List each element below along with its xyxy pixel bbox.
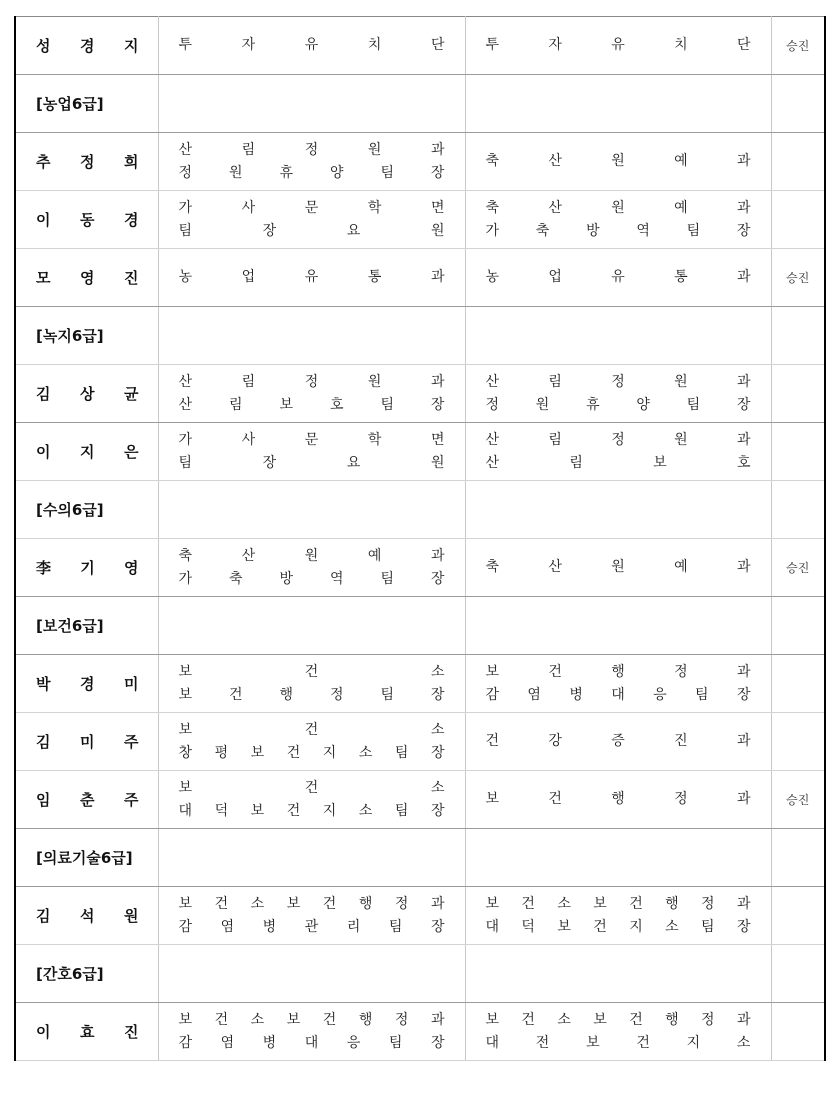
empty-cell [771,307,825,365]
person-row [15,539,825,597]
post-line: 팀 장 요 원 [178,222,445,239]
header-to-text: 투 자 유 치 단 [485,37,751,53]
category-cell [15,597,158,655]
empty-cell [465,945,771,1003]
previous-post-cell [158,423,465,481]
name-cell [15,365,158,423]
previous-post [159,719,465,765]
note-badge [771,423,825,481]
new-post [466,730,771,753]
empty-cell [771,945,825,1003]
empty-cell [771,481,825,539]
post-line: 창 평 보 건 지 소 팀 장 [178,744,445,761]
category-label: [수의6급] [36,501,104,519]
post-line: 산 림 정 원 과 [178,141,445,158]
post-line: 정 원 휴 양 팀 장 [178,164,445,181]
post-line: 축 산 원 예 과 [485,199,751,216]
previous-post [159,545,465,591]
empty-cell [465,75,771,133]
header-from-text: 투 자 유 치 단 [178,37,445,53]
post-line: 대 덕 보 건 지 소 팀 장 [485,918,751,935]
name-cell [15,539,158,597]
note-badge: 승진 [771,249,825,307]
name-cell [15,1003,158,1061]
post-line: 보 건 소 보 건 행 정 과 [485,1011,751,1028]
person-name: 모 영 진 [36,269,139,287]
person-row [15,133,825,191]
post-line: 가 사 문 학 면 [178,431,445,448]
person-row [15,1003,825,1061]
person-name: 김 석 원 [36,907,139,925]
post-line: 건 강 증 진 과 [485,733,751,749]
note-badge [771,887,825,945]
previous-post-cell [158,249,465,307]
person-row [15,365,825,423]
previous-post-cell [158,1003,465,1061]
name-cell [15,655,158,713]
previous-post [159,1009,465,1055]
new-post [466,266,771,289]
note-badge [771,713,825,771]
category-cell [15,829,158,887]
person-name: 이 지 은 [36,443,139,461]
previous-post [159,139,465,185]
post-line: 가 사 문 학 면 [178,199,445,216]
previous-post [159,371,465,417]
new-post-cell [465,191,771,249]
new-post [466,661,771,707]
category-label: [녹지6급] [36,327,104,345]
note-badge [771,655,825,713]
post-line: 보 건 소 [178,663,445,680]
empty-cell [771,829,825,887]
category-row [15,829,825,887]
post-line: 산 림 보 호 팀 장 [178,396,445,413]
post-line: 보 건 행 정 팀 장 [178,686,445,703]
post-line: 대 덕 보 건 지 소 팀 장 [178,802,445,819]
category-label: [간호6급] [36,965,104,983]
name-cell [15,133,158,191]
category-label: [보건6급] [36,617,104,635]
previous-post [159,777,465,823]
previous-post [159,661,465,707]
new-post [466,893,771,939]
new-post-cell [465,713,771,771]
post-line: 축 산 원 예 과 [485,153,751,169]
person-name: 이 동 경 [36,211,139,229]
new-post-cell [465,1003,771,1061]
person-row [15,191,825,249]
post-line: 보 건 행 정 과 [485,791,751,807]
new-post-cell [465,365,771,423]
person-name: 김 상 균 [36,385,139,403]
post-line: 보 건 소 [178,721,445,738]
new-post-cell [465,423,771,481]
empty-cell [158,75,465,133]
person-name: 李 기 영 [36,559,139,577]
category-row [15,597,825,655]
person-row [15,771,825,829]
name-cell [15,249,158,307]
post-line: 감 염 병 대 응 팀 장 [485,686,751,703]
category-row [15,75,825,133]
post-line: 가 축 방 역 팀 장 [178,570,445,587]
category-label: [농업6급] [36,95,104,113]
new-post-cell [465,771,771,829]
post-line: 농 업 유 통 과 [485,269,751,285]
note-badge [771,133,825,191]
previous-post [159,197,465,243]
previous-post-cell [158,887,465,945]
header-cell-to [465,17,771,75]
category-row [15,481,825,539]
new-post [466,429,771,475]
post-line: 감 염 병 관 리 팀 장 [178,918,445,935]
previous-post-cell [158,655,465,713]
person-row [15,249,825,307]
post-line: 가 축 방 역 팀 장 [485,222,751,239]
name-cell [15,191,158,249]
personnel-table-body [15,17,825,1061]
empty-cell [158,597,465,655]
new-post [466,556,771,579]
empty-cell [771,75,825,133]
empty-cell [465,829,771,887]
category-cell [15,945,158,1003]
previous-post [159,266,465,289]
empty-cell [465,481,771,539]
post-line: 보 건 소 보 건 행 정 과 [178,895,445,912]
person-name: 이 효 진 [36,1023,139,1041]
post-line: 대 전 보 건 지 소 [485,1034,751,1051]
previous-post-cell [158,133,465,191]
header-cell-name [15,17,158,75]
header-name-text: 성 경 지 [36,37,139,55]
new-post [466,371,771,417]
post-line: 정 원 휴 양 팀 장 [485,396,751,413]
new-post-cell [465,655,771,713]
empty-cell [158,307,465,365]
name-cell [15,423,158,481]
person-name: 박 경 미 [36,675,139,693]
person-row [15,713,825,771]
post-line: 축 산 원 예 과 [178,547,445,564]
post-line: 팀 장 요 원 [178,454,445,471]
empty-cell [158,481,465,539]
note-badge: 승진 [771,539,825,597]
post-line: 보 건 소 보 건 행 정 과 [485,895,751,912]
empty-cell [465,307,771,365]
empty-cell [158,945,465,1003]
post-line: 보 건 소 보 건 행 정 과 [178,1011,445,1028]
header-cell-from [158,17,465,75]
post-line: 산 림 정 원 과 [485,431,751,448]
person-row [15,655,825,713]
post-line: 축 산 원 예 과 [485,559,751,575]
person-row [15,887,825,945]
person-name: 임 춘 주 [36,791,139,809]
post-line: 감 염 병 대 응 팀 장 [178,1034,445,1051]
category-row [15,945,825,1003]
header-cell-note: 승진 [771,17,825,75]
post-line: 산 림 정 원 과 [178,373,445,390]
person-row [15,423,825,481]
name-cell [15,887,158,945]
empty-cell [771,597,825,655]
category-cell [15,75,158,133]
empty-cell [158,829,465,887]
previous-post [159,893,465,939]
category-label: [의료기술6급] [36,849,133,867]
header-row [15,17,825,75]
note-badge [771,365,825,423]
post-line: 농 업 유 통 과 [178,269,445,285]
person-name: 추 정 희 [36,153,139,171]
category-cell [15,307,158,365]
previous-post-cell [158,771,465,829]
post-line: 보 건 행 정 과 [485,663,751,680]
new-post [466,1009,771,1055]
personnel-table [14,16,826,1061]
post-line: 보 건 소 [178,779,445,796]
new-post [466,150,771,173]
post-line: 산 림 보 호 [485,454,751,471]
new-post-cell [465,887,771,945]
new-post [466,197,771,243]
person-name: 김 미 주 [36,733,139,751]
new-post [466,788,771,811]
category-row [15,307,825,365]
category-cell [15,481,158,539]
name-cell [15,771,158,829]
previous-post-cell [158,191,465,249]
previous-post-cell [158,713,465,771]
new-post-cell [465,133,771,191]
post-line: 산 림 정 원 과 [485,373,751,390]
new-post-cell [465,539,771,597]
new-post-cell [465,249,771,307]
previous-post [159,429,465,475]
empty-cell [465,597,771,655]
previous-post-cell [158,365,465,423]
previous-post-cell [158,539,465,597]
note-badge [771,1003,825,1061]
note-badge: 승진 [771,771,825,829]
name-cell [15,713,158,771]
note-badge [771,191,825,249]
